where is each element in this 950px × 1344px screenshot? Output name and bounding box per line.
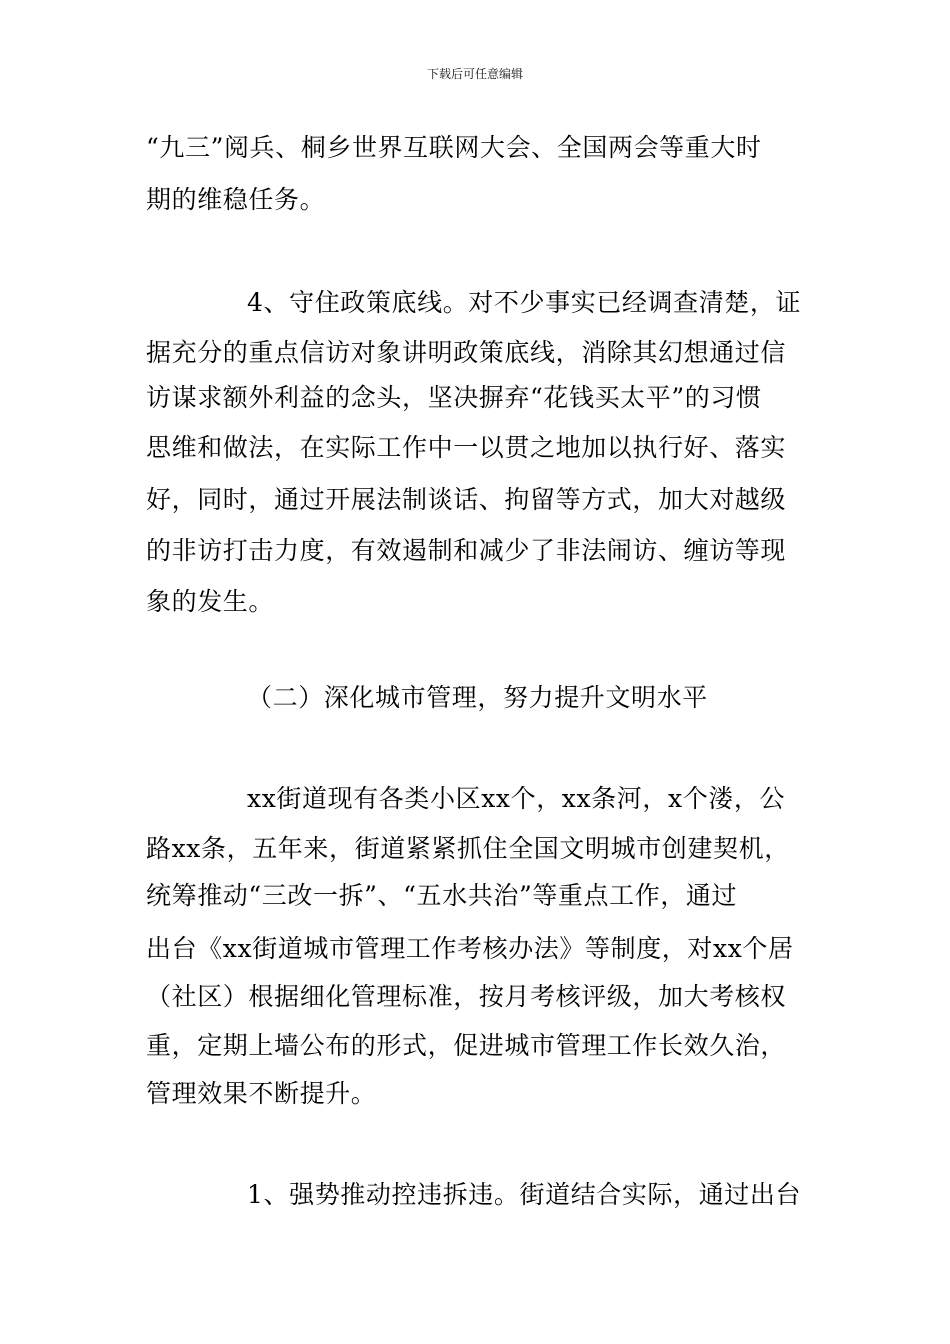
paragraph-first-line: xx街道现有各类小区xx个，xx条河，x个溇，公: [247, 784, 786, 813]
body-text-line: 路xx条，五年来，街道紧紧抓住全国文明城市创建契机，: [146, 834, 790, 863]
body-text-line: 期的维稳任务。: [146, 185, 326, 214]
body-text-line: 管理效果不断提升。: [146, 1079, 377, 1108]
body-text-line: “九三”阅兵、桐乡世界互联网大会、全国两会等重大时: [146, 133, 762, 162]
body-text-line: 访谋求额外利益的念头，坚决摒弃“花钱买太平”的习惯: [146, 383, 762, 412]
paragraph-first-line: 1、强势推动控违拆违。街道结合实际，通过出台: [247, 1180, 802, 1209]
body-text-line: 的非访打击力度，有效遏制和减少了非法闹访、缠访等现: [146, 536, 787, 565]
body-text-line: 思维和做法，在实际工作中一以贯之地加以执行好、落实: [146, 433, 787, 462]
body-text-line: 重，定期上墙公布的形式，促进城市管理工作长效久治，: [146, 1031, 787, 1060]
body-text-line: 出台《xx街道城市管理工作考核办法》等制度，对xx个居: [146, 934, 794, 963]
body-text-line: 好，同时，通过开展法制谈话、拘留等方式，加大对越级: [146, 485, 787, 514]
paragraph-first-line: 4、守住政策底线。对不少事实已经调查清楚，证: [247, 288, 802, 317]
body-text-line: 象的发生。: [146, 587, 275, 616]
body-text-line: 统筹推动“三改一拆”、“五水共治”等重点工作，通过: [146, 881, 738, 910]
section-heading: （二）深化城市管理，努力提升文明水平: [247, 683, 708, 712]
page-header: 下载后可任意编辑: [426, 67, 523, 81]
body-text-line: （社区）根据细化管理标准，按月考核评级，加大考核权: [146, 982, 787, 1011]
body-text-line: 据充分的重点信访对象讲明政策底线，消除其幻想通过信: [146, 338, 787, 367]
